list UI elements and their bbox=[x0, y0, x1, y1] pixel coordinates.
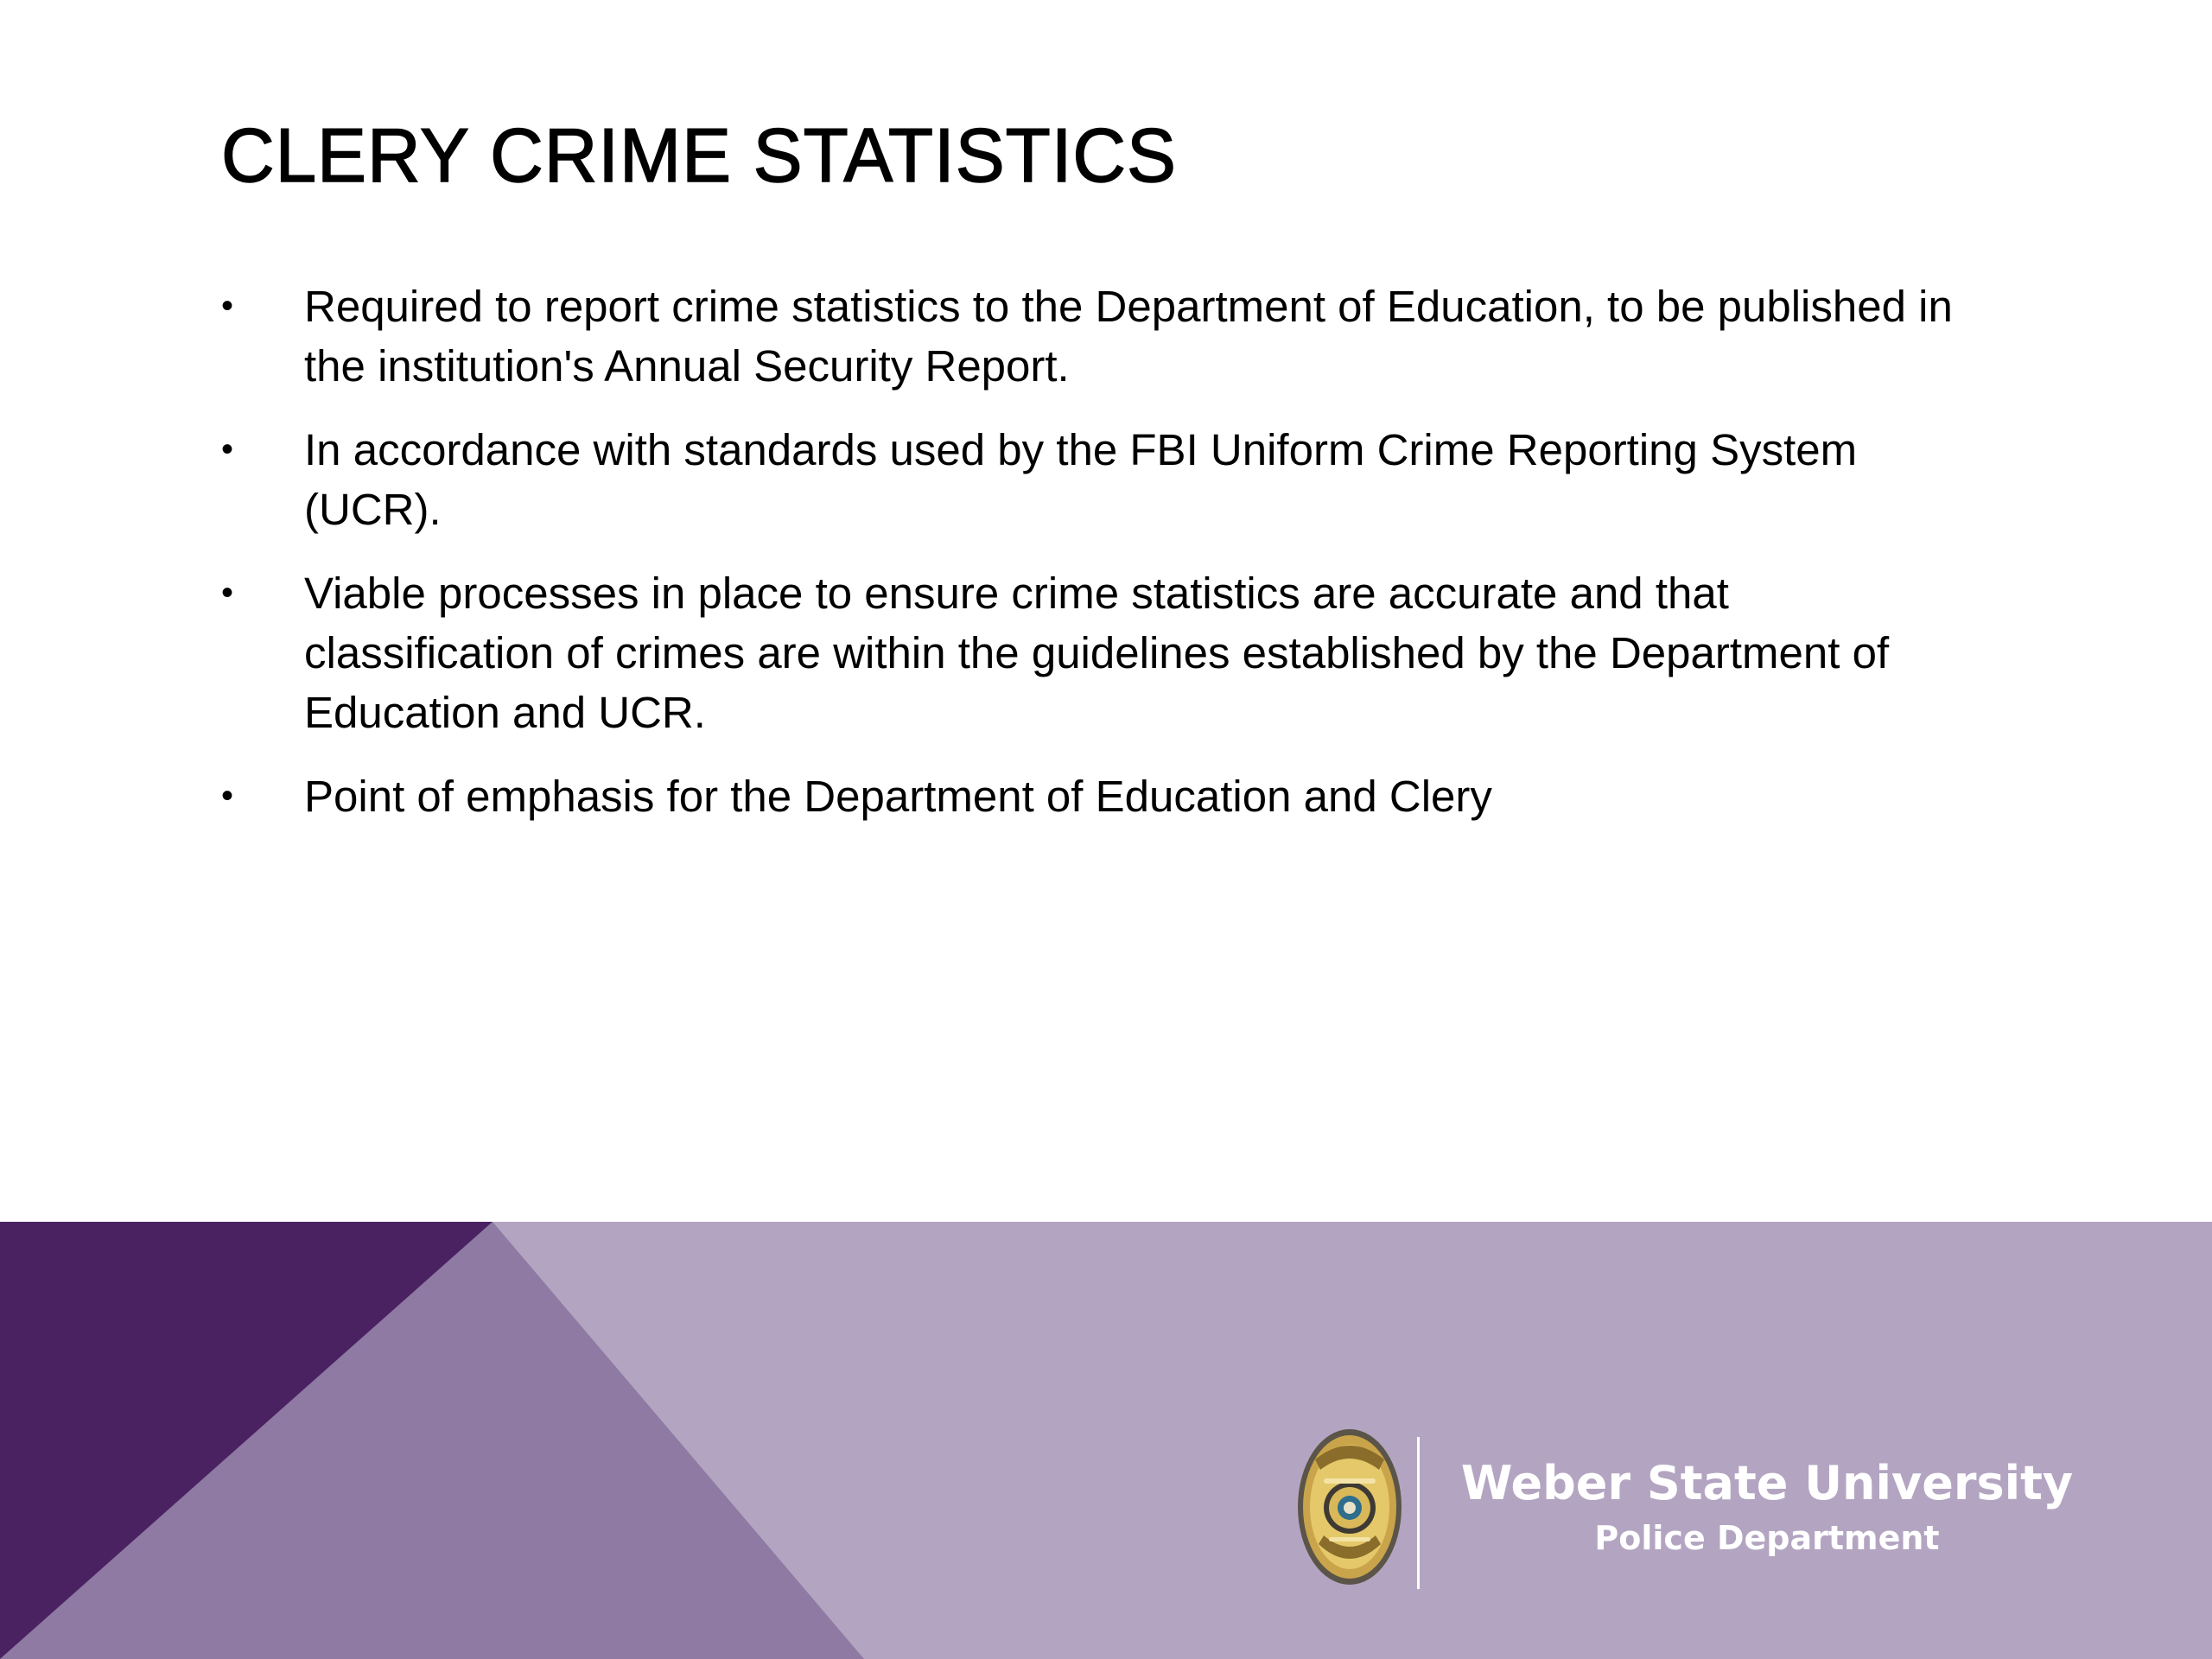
police-logo bbox=[1287, 1421, 2091, 1594]
logo-divider bbox=[1417, 1437, 1420, 1589]
bullet-text: In accordance with standards used by the FBI Uniform Crime Reporting System (UCR). bbox=[304, 425, 1858, 534]
bullet-text: Viable processes in place to ensure crime statistics are accurate and that classification of crimes are within the guidelines established by the Department of Education and UCR. bbox=[304, 569, 1890, 737]
slide-title: CLERY CRIME STATISTICS bbox=[221, 112, 1177, 198]
bullet-text: Point of emphasis for the Department of Education and Clery bbox=[304, 772, 1492, 821]
bullet-item bbox=[221, 276, 1984, 396]
org-name: Weber State University bbox=[1460, 1456, 2074, 1510]
bullet-item bbox=[221, 766, 1984, 826]
bullet-dot: • bbox=[221, 287, 234, 325]
bullet-text: Required to report crime statistics to the Department of Education, to be published in the institution's Annual Security Report. bbox=[304, 282, 1953, 391]
police-badge-icon bbox=[1294, 1425, 1405, 1589]
bullet-dot: • bbox=[221, 777, 234, 815]
bullet-dot: • bbox=[221, 574, 234, 612]
bullet-item bbox=[221, 420, 1984, 539]
bullet-item bbox=[221, 563, 1984, 742]
bullet-dot: • bbox=[221, 430, 234, 468]
org-subtitle: Police Department bbox=[1594, 1519, 1940, 1557]
bullet-list bbox=[221, 276, 1984, 850]
